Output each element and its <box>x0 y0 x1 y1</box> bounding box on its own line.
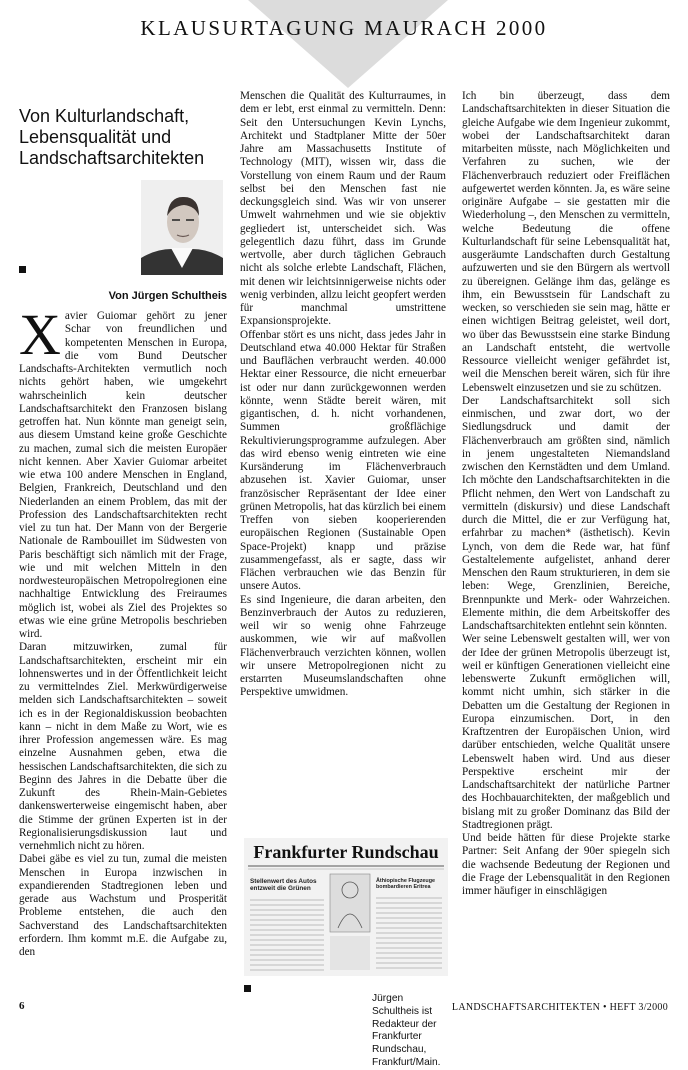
article-headline <box>19 106 231 169</box>
caption-line: Frankfurt/Main. <box>372 1056 441 1068</box>
journal-footer: LANDSCHAFTSARCHITEKTEN • HEFT 3/2000 <box>451 1002 668 1013</box>
caption-line: Jürgen <box>372 993 404 1004</box>
newspaper-front-page-image <box>244 838 448 976</box>
page-header-title: KLAUSURTAGUNG MAURACH 2000 <box>140 16 548 40</box>
paragraph: Daran mitzuwirken, zumal für Landschaftsarchitekten, erscheint mir ein lohnenswertes und in der Öffentlichkeit leicht zu vermittelndes Ziel. Merkwürdigerweise melden sich Landschaftsarchitekten – soweit ich es in der Regionaldiskussion beobachten kann – nicht in dem Maße zu Wort, wie es ihrer Profession angemessen wäre. Es mag einzelne Ausnahmen geben, etwa die hessischen Landschaftsarchitekten, die sich zu Beginn des Jahres in die Debatte über die Zukunft des Rhein-Main-Gebietes dankenswerterweise eingemischt haben, aber die Stimme der grünen Experten ist in der Regionalisierungsdiskussion laut und vernehmlich nicht zu hören. <box>19 641 227 852</box>
paragraph: Offenbar stört es uns nicht, dass jedes Jahr in Deutschland etwa 40.000 Hektar für Straßen und Bauflächen verbraucht werden. 40.000 Hektar einer Ressource, die nicht erneuerbar ist oder nur dann zurückgewonnen werden könnte, wenn Städte bereit wären, mit gigantischen, d. h. nicht vorhandenen, Summen großflächige Rekultivierungsprogramme aufzulegen. Aber das wird ebenso wenig eintreten wie eine Kursänderung im Flächenverbrauch abzusehen ist. Xavier Guiomar, unser französischer Repräsentant der Idee einer grünen Metropolis, hat das kürzlich bei einem Treffen von sieben kooperierenden europäischen Regionen (Sustainable Open Space-Projekt) knapp und präzise zusammengefasst, als er sagte, dass wir Flächen verbrauchen wie das Benzin für unsere Autos. <box>240 328 446 593</box>
newspaper-masthead: Frankfurter Rundschau <box>253 842 439 862</box>
paragraph: Wer seine Lebenswelt gestalten will, wer von der Idee der grünen Metropolis überzeugt ist, weil er künftigen Generationen vielleicht eine lebenswerte Zukunft ermöglichen will, kommt nicht umhin, sich stärker in die Debatten um die Gestaltung der Regionen in Europa einzumischen. Dort, in den Kraftzentren der Europäischen Union, wird darüber entschieden, welche Qualität unsere Lebenswelt haben wird. Und aus dieser Perspektive erscheint mir der Landschaftsarchitekt der natürliche Partner des Hochbauarchitekten, der maßgeblich und bislang mit zu großer Dominanz das Bild der Stadtregionen prägt. <box>462 633 670 831</box>
article-column-3 <box>462 90 670 898</box>
header-triangle-decoration <box>248 0 448 88</box>
caption-line: Rundschau, <box>372 1044 427 1056</box>
newspaper-headline-left: Stellenwert des Autos entzweit die Grünen <box>250 878 317 892</box>
headline-line: Lebensqualität und <box>19 127 172 147</box>
article-column-2 <box>240 90 446 700</box>
paragraph: Menschen die Qualität des Kulturraumes, in dem er lebt, erst einmal zu vermitteln. Denn: Seit den Untersuchungen Kevin Lynchs, Architekt und Stadtplaner Mitte der 50er Jahre am Massachusetts Institute of Technology (MIT), wissen wir, dass die Vorstellung von einem Raum und der Raum selbst bei den Menschen fast nie deckungsgleich sind. Was wir von unserer Umwelt wahrnehmen und wie sie objektiv gegliedert ist, unterscheidet sich. Was gelegentlich dazu führt, dass im Grunde wertvolle, aber durch täglichen Gebrauch nicht als solche erlebte Landschaft, Flächen, mit denen wir leichtsinnigerweise nichts oder wenig verbinden, allzu leicht geopfert werden für manchmal umstrittene Expansionsprojekte. <box>240 90 446 328</box>
author-portrait <box>141 180 223 275</box>
paragraph: Und beide hätten für diese Projekte starke Partner: Seit Anfang der 90er spiegeln sich die wachsende Bedeutung der Regionen und die Frage der Lebensqualität in den Regionen immer häufiger in einschlägigen <box>462 832 670 897</box>
caption-line: Frankfurter <box>372 1031 422 1043</box>
paragraph: Xavier Guiomar gehört zu jener Schar von freundlichen und kompetenten Menschen in Europa, die vom Bund Deutscher Landschafts-Architekten vermutlich noch nichts gehört haben, wie umgekehrt wahrscheinlich kein deutscher Landschaftsarchitekt den Franzosen bislang getroffen hat. Nun könnte man geneigt sein, aus diesem Umstand keine große Geschichte zu machen, zumal sich die meisten Europäer nicht kennen. Aber Xavier Guiomar arbeitet wie etwa 100 andere Menschen in England, Belgien, Frankreich, Deutschland und den Niederlanden an einem Problem, das mit der Profession des Landschaftsarchitekten recht viel zu tun hat. Der Mann von der Bergerie Nationale de Rambouillet im Südwesten von Paris beschäftigt sich nämlich mit der Frage, wie und mit welchen Mitteln in den nordwesteuropäischen Metropolregionen eine nachhaltige Entwicklung des Freiraumes möglich ist, wobei als Ziel des Projektes so etwas wie eine grüne Metropolis beschrieben wird. <box>19 302 227 640</box>
caption-line: Redakteur der <box>372 1018 437 1030</box>
paragraph: Ich bin überzeugt, dass dem Landschaftsarchitekten in dieser Situation die gleiche Aufgabe wie dem Ingenieur zukommt, wobei der Landschaftsarchitekt daran mitarbeiten müsste, nach Möglichkeiten und Verfahren zu suchen, wie der Flächenverbrauch reduziert oder Freiflächen aufgewertet werden könnten. Ja, es wäre seine originäre Aufgabe – sie gestatten mir die Wiederholung –, den Menschen zu vermitteln, welche Bedeutung die offene Kulturlandschaft für seine Lebensqualität hat, ausgeräumte Landschaften durch Gestaltung aufzuwerten und sie den Bürgern als wertvoll zu übereignen. Gelänge ihm das, gelänge es ihm, ein Bewusstsein für Landschaft zu wecken, so verschieden sie sein mag, hätte er einen wichtigen Beitrag geleistet, weil dort, wo über das Bewusstsein eine starke Bindung an Landschaft entsteht, die wertvolle Ressource vielleicht weniger gefährdet ist, weil die Menschen bereit wären, sich für ihre Lebenswelt einzusetzen und sie zu schützen. <box>462 90 670 394</box>
drop-cap: X <box>19 302 61 367</box>
section-marker-square <box>244 985 251 992</box>
paragraph: Dabei gäbe es viel zu tun, zumal die meisten Menschen in Europa inzwischen in expandierenden Stadtregionen leben und gerade aus Wachstum und Prosperität Probleme entstehen, die auch den Sachverstand des Landschaftsarchitekten erfordern. Ihm kommt m.E. die Aufgabe zu, den <box>19 853 227 958</box>
author-caption <box>372 993 462 1070</box>
page-number: 6 <box>19 1000 25 1012</box>
paragraph: Der Landschaftsarchitekt soll sich einmischen, und zwar dort, wo der Siedlungsdruck und damit der Flächenverbrauch am größten sind, nämlich in jenem ungestalteten Niemandsland zwischen den Kernstädten und dem Umland. Ich möchte den Landschaftsarchitekten in die Pflicht nehmen, den Wert von Landschaft zu vermitteln (diskursiv) und diese Landschaft durch die Mittel, die er zur Verfügung hat, erfahrbar zu machen* (ästhetisch). Kevin Lynch, von dem die Rede war, hat fünf Gestaltelemente aufgelistet, anhand derer Menschen den Raum strukturieren, in dem sie leben: Wege, Grenzlinien, Bereiche, Brennpunkte und Merk- oder Wahrzeichen. Elemente mithin, die dem Arbeitskoffer des Landschaftsarchitekten entlehnt sein könnten. <box>462 394 670 632</box>
headline-line: Von Kulturlandschaft, <box>19 106 190 126</box>
newspaper-headline-right: Äthiopische Flugzeuge bombardieren Eritrea <box>376 878 435 890</box>
paragraph: Es sind Ingenieure, die daran arbeiten, den Benzinverbrauch der Autos zu reduzieren, weil wir so wenig ohne Fahrzeuge auskommen, wie wir auf maßvollen Flächenverbrauch verzichten können, wollen wir unsere Metropolregionen nicht zu erstarrten Museumslandschaften ohne Perspektive umwidmen. <box>240 593 446 699</box>
caption-line: Schultheis ist <box>372 1005 433 1017</box>
article-byline: Von Jürgen Schultheis <box>108 290 227 302</box>
article-column-1 <box>19 302 227 959</box>
section-marker-square <box>19 266 26 273</box>
headline-line: Landschaftsarchitekten <box>19 148 205 168</box>
